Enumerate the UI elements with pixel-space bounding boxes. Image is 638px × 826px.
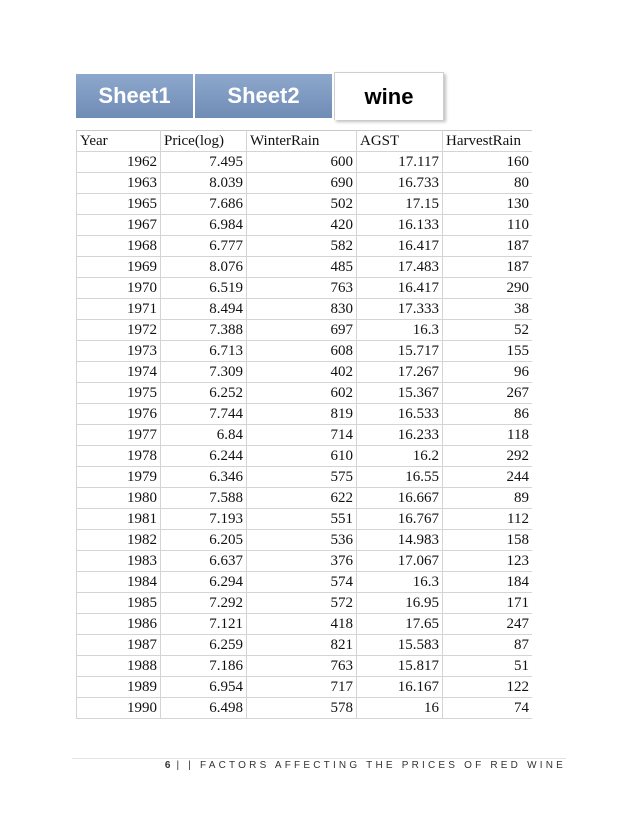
cell-harvestrain[interactable]: 86 [443,404,533,425]
cell-price[interactable]: 8.076 [161,257,247,278]
table-row [77,383,533,404]
cell-harvestrain[interactable]: 290 [443,278,533,299]
cell-price[interactable]: 7.588 [161,488,247,509]
cell-winterrain[interactable]: 485 [247,257,357,278]
sheet-tab-bar [76,74,444,124]
cell-year[interactable]: 1986 [77,614,161,635]
cell-price[interactable]: 7.686 [161,194,247,215]
cell-winterrain[interactable]: 602 [247,383,357,404]
cell-year[interactable]: 1977 [77,425,161,446]
cell-year[interactable]: 1987 [77,635,161,656]
cell-year[interactable]: 1968 [77,236,161,257]
cell-winterrain[interactable]: 582 [247,236,357,257]
cell-agst[interactable]: 16.767 [357,509,443,530]
cell-agst[interactable]: 15.717 [357,341,443,362]
cell-agst[interactable]: 14.983 [357,530,443,551]
table-row [77,656,533,677]
cell-agst[interactable]: 16.233 [357,425,443,446]
cell-harvestrain[interactable]: 292 [443,446,533,467]
cell-year[interactable]: 1983 [77,551,161,572]
cell-price[interactable]: 6.519 [161,278,247,299]
cell-price[interactable]: 6.294 [161,572,247,593]
cell-agst[interactable]: 16 [357,698,443,719]
cell-harvestrain[interactable]: 74 [443,698,533,719]
cell-price[interactable]: 6.346 [161,467,247,488]
cell-year[interactable]: 1990 [77,698,161,719]
cell-agst[interactable]: 17.267 [357,362,443,383]
cell-price[interactable]: 6.205 [161,530,247,551]
cell-harvestrain[interactable]: 267 [443,383,533,404]
table-row [77,635,533,656]
cell-winterrain[interactable]: 575 [247,467,357,488]
cell-winterrain[interactable]: 821 [247,635,357,656]
cell-winterrain[interactable]: 376 [247,551,357,572]
table-row [77,677,533,698]
cell-year[interactable]: 1978 [77,446,161,467]
table-row [77,530,533,551]
cell-harvestrain[interactable]: 160 [443,152,533,173]
page-footer [72,760,566,776]
cell-agst[interactable]: 16.95 [357,593,443,614]
table-row [77,341,533,362]
cell-winterrain[interactable]: 420 [247,215,357,236]
table-row [77,593,533,614]
cell-agst[interactable]: 16.3 [357,320,443,341]
cell-year[interactable]: 1985 [77,593,161,614]
cell-harvestrain[interactable]: 155 [443,341,533,362]
cell-agst[interactable]: 16.167 [357,677,443,698]
cell-agst[interactable]: 16.733 [357,173,443,194]
header-row [77,131,533,152]
cell-price[interactable]: 8.494 [161,299,247,320]
cell-winterrain[interactable]: 830 [247,299,357,320]
tab-sheet1[interactable]: Sheet1 [76,74,194,118]
wine-data-table [76,130,532,719]
cell-winterrain[interactable]: 697 [247,320,357,341]
cell-agst[interactable]: 17.483 [357,257,443,278]
cell-year[interactable]: 1967 [77,215,161,236]
table-row [77,488,533,509]
cell-winterrain[interactable]: 763 [247,656,357,677]
cell-harvestrain[interactable]: 118 [443,425,533,446]
cell-harvestrain[interactable]: 110 [443,215,533,236]
cell-agst[interactable]: 15.583 [357,635,443,656]
cell-agst[interactable]: 15.367 [357,383,443,404]
cell-year[interactable]: 1962 [77,152,161,173]
cell-price[interactable]: 7.388 [161,320,247,341]
cell-winterrain[interactable]: 608 [247,341,357,362]
cell-year[interactable]: 1969 [77,257,161,278]
cell-price[interactable]: 7.292 [161,593,247,614]
spreadsheet-grid [76,130,532,720]
cell-harvestrain[interactable]: 247 [443,614,533,635]
column-header-year[interactable]: Year [77,131,161,152]
cell-winterrain[interactable]: 402 [247,362,357,383]
cell-price[interactable]: 6.637 [161,551,247,572]
cell-year[interactable]: 1981 [77,509,161,530]
cell-year[interactable]: 1988 [77,656,161,677]
cell-year[interactable]: 1982 [77,530,161,551]
column-header-price[interactable]: Price(log) [161,131,247,152]
cell-price[interactable]: 6.713 [161,341,247,362]
cell-year[interactable]: 1975 [77,383,161,404]
cell-agst[interactable]: 16.533 [357,404,443,425]
cell-agst[interactable]: 17.15 [357,194,443,215]
cell-price[interactable]: 7.186 [161,656,247,677]
cell-harvestrain[interactable]: 171 [443,593,533,614]
cell-agst[interactable]: 16.55 [357,467,443,488]
table-row [77,404,533,425]
cell-price[interactable]: 7.495 [161,152,247,173]
cell-year[interactable]: 1963 [77,173,161,194]
cell-agst[interactable]: 16.417 [357,278,443,299]
cell-year[interactable]: 1971 [77,299,161,320]
cell-harvestrain[interactable]: 158 [443,530,533,551]
cell-year[interactable]: 1984 [77,572,161,593]
cell-price[interactable]: 6.84 [161,425,247,446]
cell-agst[interactable]: 17.117 [357,152,443,173]
cell-year[interactable]: 1973 [77,341,161,362]
table-row [77,320,533,341]
cell-harvestrain[interactable]: 87 [443,635,533,656]
cell-harvestrain[interactable]: 52 [443,320,533,341]
column-header-harvestrain[interactable]: HarvestRain [443,131,533,152]
cell-year[interactable]: 1965 [77,194,161,215]
cell-agst[interactable]: 16.3 [357,572,443,593]
table-row [77,698,533,719]
cell-harvestrain[interactable]: 187 [443,236,533,257]
cell-agst[interactable]: 15.817 [357,656,443,677]
cell-harvestrain[interactable]: 123 [443,551,533,572]
footer-title: FACTORS AFFECTING THE PRICES OF RED WINE [200,760,566,771]
page-number: 6 [164,760,171,771]
cell-winterrain[interactable]: 418 [247,614,357,635]
cell-winterrain[interactable]: 690 [247,173,357,194]
cell-winterrain[interactable]: 819 [247,404,357,425]
table-row [77,236,533,257]
column-header-agst[interactable]: AGST [357,131,443,152]
table-row [77,509,533,530]
cell-harvestrain[interactable]: 112 [443,509,533,530]
cell-agst[interactable]: 16.667 [357,488,443,509]
cell-year[interactable]: 1979 [77,467,161,488]
cell-winterrain[interactable]: 574 [247,572,357,593]
tab-wine[interactable]: wine [334,72,444,120]
cell-harvestrain[interactable]: 122 [443,677,533,698]
cell-price[interactable]: 7.121 [161,614,247,635]
cell-price[interactable]: 6.252 [161,383,247,404]
cell-harvestrain[interactable]: 38 [443,299,533,320]
cell-agst[interactable]: 17.333 [357,299,443,320]
cell-price[interactable]: 7.193 [161,509,247,530]
table-row [77,467,533,488]
cell-price[interactable]: 6.498 [161,698,247,719]
cell-price[interactable]: 7.744 [161,404,247,425]
cell-year[interactable]: 1972 [77,320,161,341]
cell-price[interactable]: 7.309 [161,362,247,383]
cell-winterrain[interactable]: 536 [247,530,357,551]
cell-winterrain[interactable]: 572 [247,593,357,614]
cell-price[interactable]: 6.259 [161,635,247,656]
table-row [77,173,533,194]
footer-separator: | | [176,760,195,771]
cell-harvestrain[interactable]: 89 [443,488,533,509]
cell-agst[interactable]: 16.2 [357,446,443,467]
cell-year[interactable]: 1980 [77,488,161,509]
cell-winterrain[interactable]: 600 [247,152,357,173]
cell-harvestrain[interactable]: 187 [443,257,533,278]
cell-winterrain[interactable]: 763 [247,278,357,299]
cell-harvestrain[interactable]: 184 [443,572,533,593]
cell-agst[interactable]: 16.417 [357,236,443,257]
table-row [77,152,533,173]
cell-year[interactable]: 1976 [77,404,161,425]
cell-winterrain[interactable]: 578 [247,698,357,719]
cell-harvestrain[interactable]: 51 [443,656,533,677]
cell-price[interactable]: 6.777 [161,236,247,257]
cell-price[interactable]: 8.039 [161,173,247,194]
cell-harvestrain[interactable]: 80 [443,173,533,194]
cell-winterrain[interactable]: 717 [247,677,357,698]
cell-harvestrain[interactable]: 244 [443,467,533,488]
table-row [77,551,533,572]
cell-price[interactable]: 6.984 [161,215,247,236]
cell-harvestrain[interactable]: 96 [443,362,533,383]
cell-year[interactable]: 1989 [77,677,161,698]
cell-winterrain[interactable]: 622 [247,488,357,509]
table-row [77,446,533,467]
table-row [77,194,533,215]
cell-winterrain[interactable]: 610 [247,446,357,467]
column-header-winterrain[interactable]: WinterRain [247,131,357,152]
cell-winterrain[interactable]: 551 [247,509,357,530]
cell-year[interactable]: 1974 [77,362,161,383]
table-row [77,572,533,593]
cell-agst[interactable]: 17.067 [357,551,443,572]
cell-winterrain[interactable]: 714 [247,425,357,446]
cell-price[interactable]: 6.954 [161,677,247,698]
table-row [77,278,533,299]
table-row [77,299,533,320]
cell-year[interactable]: 1970 [77,278,161,299]
cell-price[interactable]: 6.244 [161,446,247,467]
table-row [77,614,533,635]
footer-divider [72,758,566,759]
cell-harvestrain[interactable]: 130 [443,194,533,215]
table-row [77,257,533,278]
cell-winterrain[interactable]: 502 [247,194,357,215]
tab-sheet2[interactable]: Sheet2 [195,74,333,118]
cell-agst[interactable]: 16.133 [357,215,443,236]
table-row [77,215,533,236]
cell-agst[interactable]: 17.65 [357,614,443,635]
table-row [77,425,533,446]
table-row [77,362,533,383]
